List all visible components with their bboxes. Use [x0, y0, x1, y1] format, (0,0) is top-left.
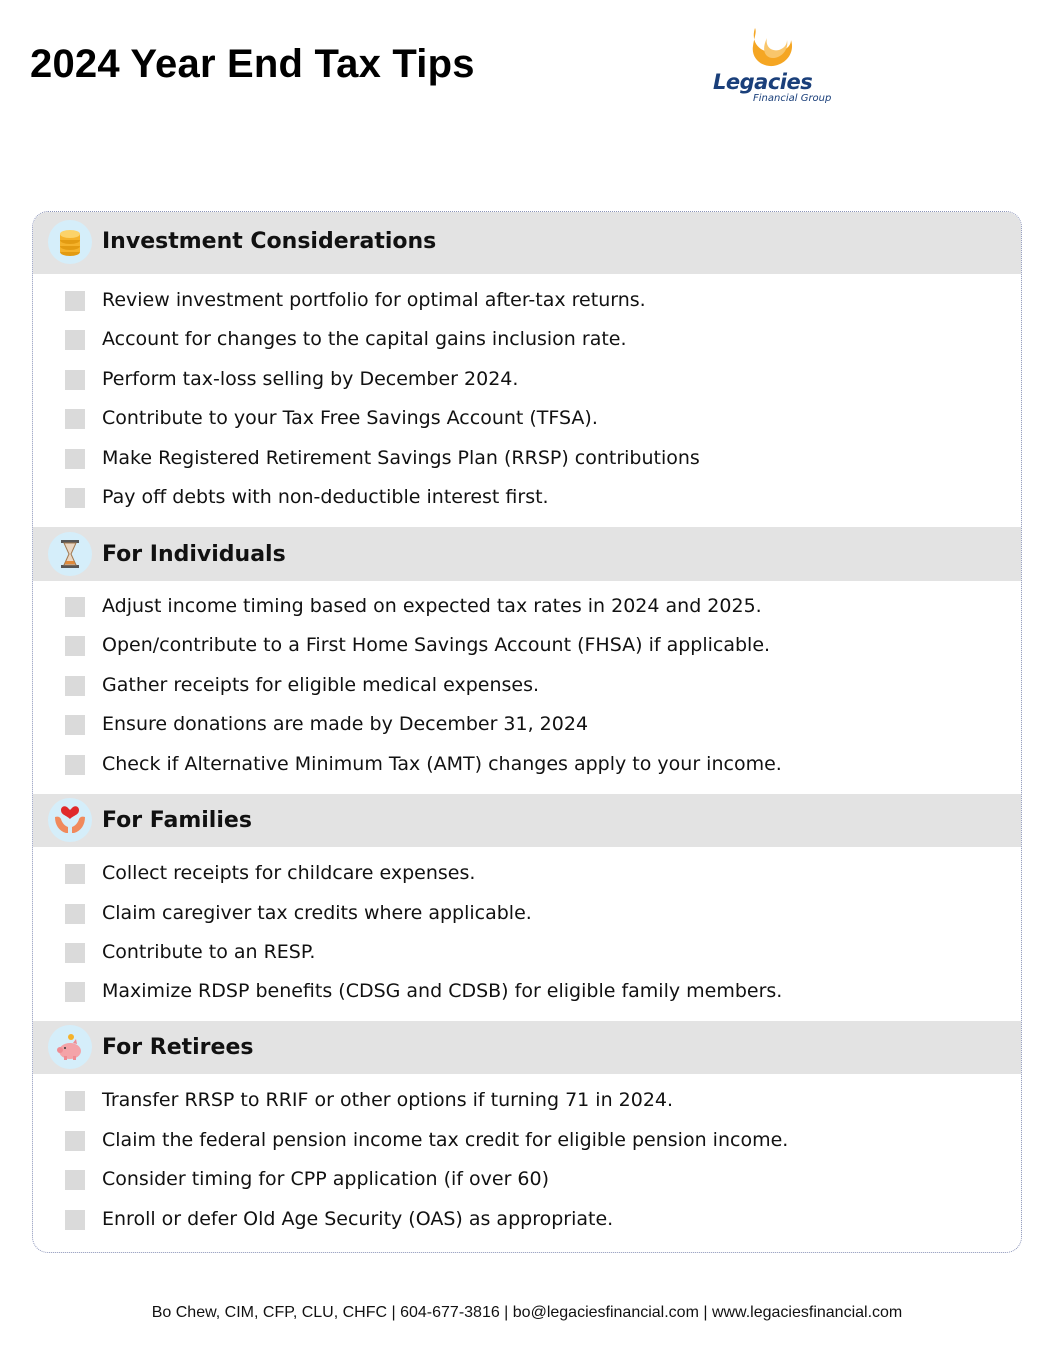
checkbox[interactable]: [65, 636, 85, 656]
item-text: Enroll or defer Old Age Security (OAS) as appropriate.: [102, 1208, 614, 1230]
item-text: Ensure donations are made by December 31, 2024: [102, 713, 589, 735]
checkbox[interactable]: [65, 1131, 85, 1151]
checkbox[interactable]: [65, 982, 85, 1002]
section-title: For Retirees: [102, 1035, 254, 1060]
list-item[interactable]: [65, 710, 1001, 740]
item-text: Contribute to your Tax Free Savings Account (TFSA).: [102, 407, 598, 429]
list-item[interactable]: [65, 325, 1001, 355]
checkbox[interactable]: [65, 449, 85, 469]
section-header-investment: [33, 212, 1021, 274]
list-item[interactable]: [65, 977, 1001, 1007]
section-title: Investment Considerations: [102, 229, 437, 254]
checkbox[interactable]: [65, 755, 85, 775]
item-text: Contribute to an RESP.: [102, 941, 316, 963]
list-item[interactable]: [65, 1165, 1001, 1195]
item-text: Claim caregiver tax credits where applicable.: [102, 902, 532, 924]
checkbox[interactable]: [65, 330, 85, 350]
checkbox[interactable]: [65, 1170, 85, 1190]
checkbox[interactable]: [65, 1210, 85, 1230]
checkbox[interactable]: [65, 943, 85, 963]
logo-subtitle: Financial Group: [753, 93, 832, 104]
checkbox[interactable]: [65, 715, 85, 735]
footer-contact: Bo Chew, CIM, CFP, CLU, CHFC | 604-677-3816 | bo@legaciesfinancial.com | www.legaciesfinancial.com: [151, 1304, 903, 1321]
item-text: Perform tax-loss selling by December 2024.: [102, 368, 519, 390]
piggy-bank-icon: [48, 1025, 92, 1069]
list-item[interactable]: [65, 483, 1001, 513]
item-text: Gather receipts for eligible medical expenses.: [102, 674, 540, 696]
item-text: Adjust income timing based on expected tax rates in 2024 and 2025.: [102, 595, 762, 617]
checkbox[interactable]: [65, 676, 85, 696]
list-item[interactable]: [65, 899, 1001, 929]
list-item[interactable]: [65, 859, 1001, 889]
item-text: Consider timing for CPP application (if over 60): [102, 1168, 550, 1190]
list-item[interactable]: [65, 631, 1001, 661]
list-item[interactable]: [65, 750, 1001, 780]
heart-hands-icon: [48, 798, 92, 842]
item-text: Claim the federal pension income tax credit for eligible pension income.: [102, 1129, 789, 1151]
item-text: Open/contribute to a First Home Savings Account (FHSA) if applicable.: [102, 634, 771, 656]
list-item[interactable]: [65, 1086, 1001, 1116]
list-item[interactable]: [65, 1126, 1001, 1156]
list-item[interactable]: [65, 592, 1001, 622]
checkbox[interactable]: [65, 409, 85, 429]
checklist-card: [32, 211, 1022, 1253]
list-item[interactable]: [65, 938, 1001, 968]
hourglass-icon: [48, 532, 92, 576]
section-header-individuals: [33, 527, 1021, 581]
checkbox[interactable]: [65, 904, 85, 924]
logo-name: Legacies: [713, 70, 813, 94]
list-item[interactable]: [65, 404, 1001, 434]
section-header-retirees: [33, 1021, 1021, 1074]
item-text: Make Registered Retirement Savings Plan (RRSP) contributions: [102, 447, 700, 469]
checkbox[interactable]: [65, 291, 85, 311]
section-header-families: [33, 794, 1021, 847]
item-text: Account for changes to the capital gains inclusion rate.: [102, 328, 627, 350]
list-item[interactable]: [65, 365, 1001, 395]
item-text: Transfer RRSP to RRIF or other options if turning 71 in 2024.: [102, 1089, 674, 1111]
list-item[interactable]: [65, 444, 1001, 474]
list-item[interactable]: [65, 671, 1001, 701]
item-text: Maximize RDSP benefits (CDSG and CDSB) for eligible family members.: [102, 980, 783, 1002]
checkbox[interactable]: [65, 864, 85, 884]
coins-icon: [48, 220, 92, 264]
section-title: For Individuals: [102, 542, 286, 567]
checkbox[interactable]: [65, 370, 85, 390]
checkbox[interactable]: [65, 488, 85, 508]
list-item[interactable]: [65, 286, 1001, 316]
checkbox[interactable]: [65, 597, 85, 617]
item-text: Collect receipts for childcare expenses.: [102, 862, 476, 884]
item-text: Pay off debts with non-deductible interest first.: [102, 486, 549, 508]
item-text: Review investment portfolio for optimal after-tax returns.: [102, 289, 646, 311]
list-item[interactable]: [65, 1205, 1001, 1235]
checkbox[interactable]: [65, 1091, 85, 1111]
section-title: For Families: [102, 808, 252, 833]
legacies-logo: [705, 26, 845, 110]
page-title: 2024 Year End Tax Tips: [30, 42, 475, 86]
item-text: Check if Alternative Minimum Tax (AMT) changes apply to your income.: [102, 753, 782, 775]
